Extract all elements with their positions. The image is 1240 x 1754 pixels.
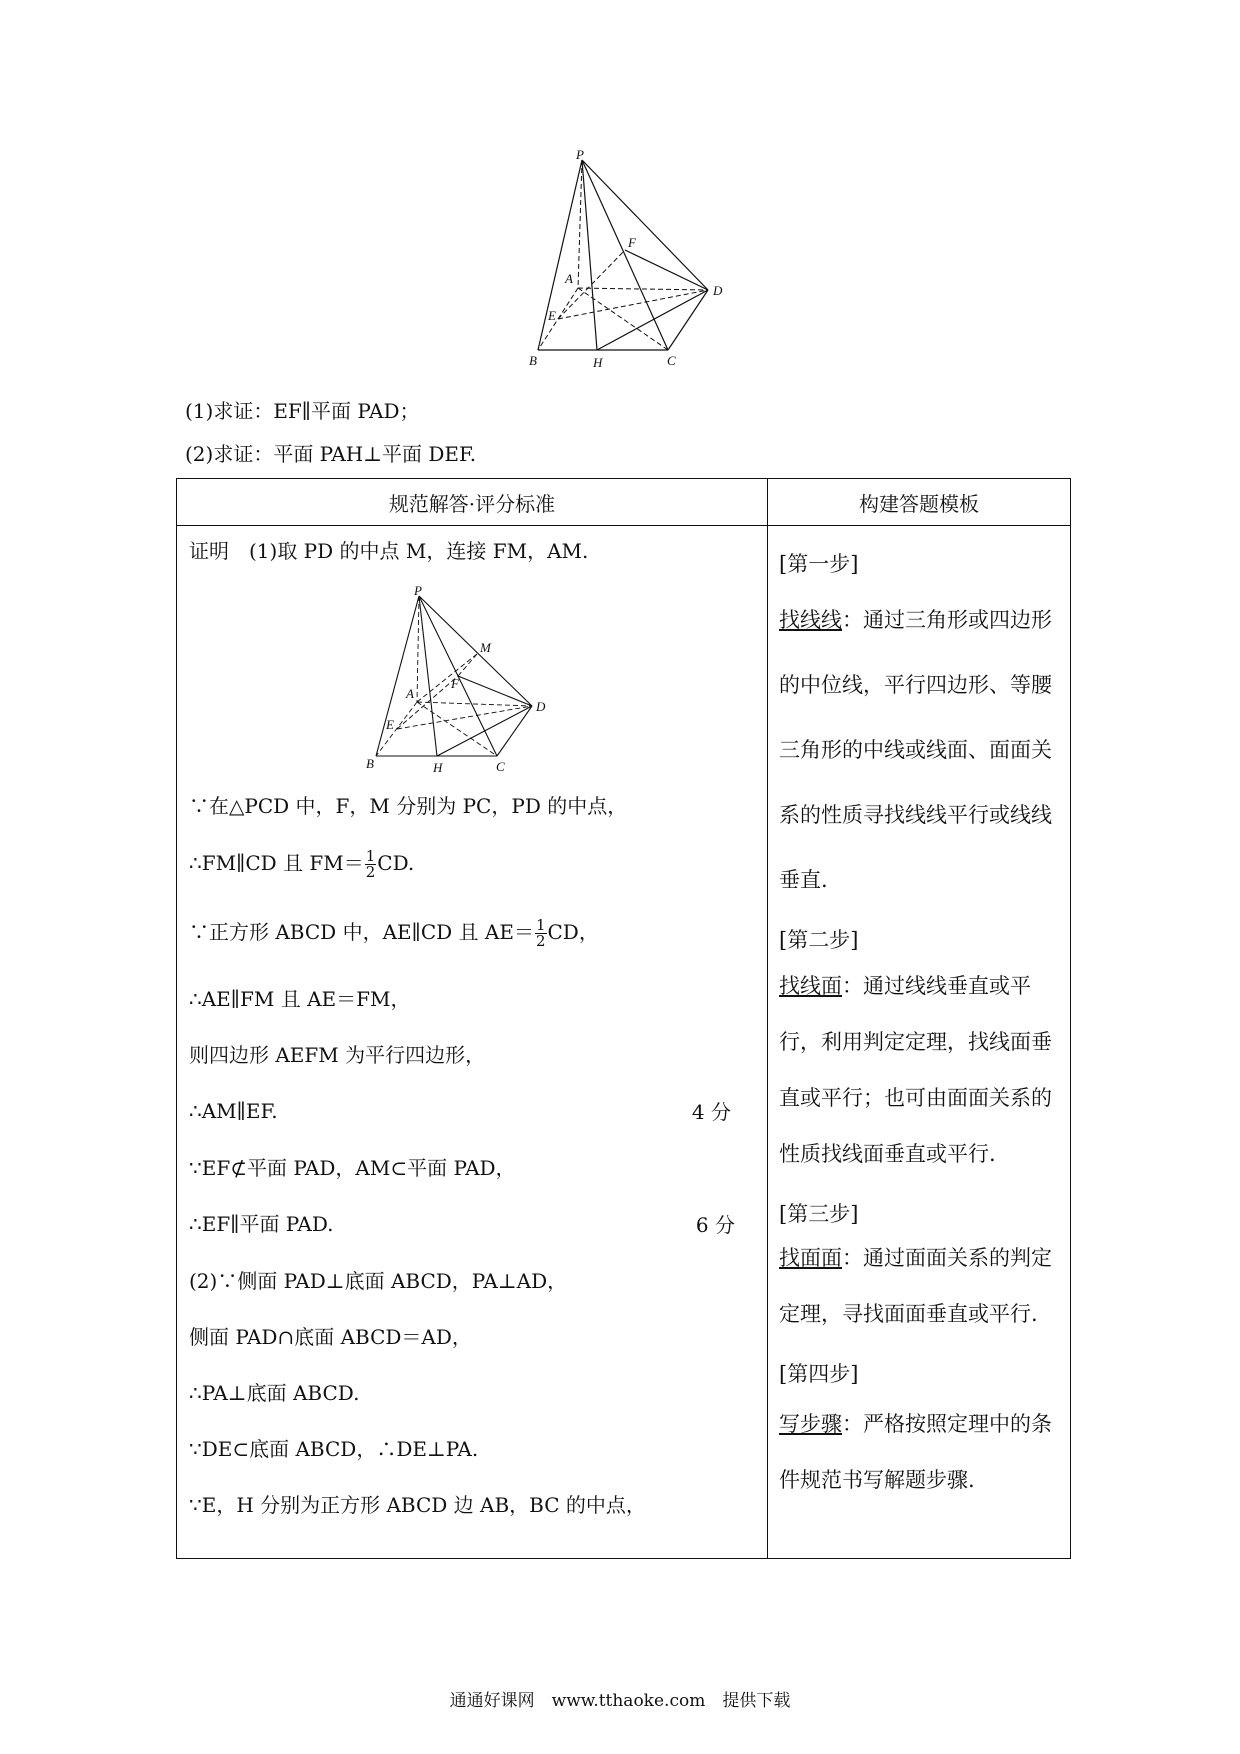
proof-line-14: ∵E，H 分别为正方形 ABCD 边 AB，BC 的中点， [189,1493,646,1517]
segment-FD [625,250,708,290]
proof-line-3b: CD. [377,851,415,875]
label-B: B [529,353,537,368]
step-1-keyword: 找线线 [779,608,842,632]
edge-PB [376,596,419,756]
proof-line-3a: ∴FM∥CD 且 FM＝ [189,851,364,875]
edge-AD [417,702,532,706]
proof-line-7: ∴AM∥EF. [189,1099,278,1123]
fraction-numerator: 1 [365,847,376,865]
proof-line-4 [189,917,747,949]
step-2-text [779,958,1062,1182]
fraction-denominator: 2 [365,863,376,881]
edge-PD [582,160,708,290]
pyramid-figure-top [520,150,740,380]
fraction-half-2 [535,918,547,949]
segment-HD [597,290,708,350]
segment-ED [397,706,532,729]
step-1-body: ：通过三角形或四边形的中位线，平行四边形、等腰三角形的中线或线面、面面关系的性质寻找线线平行或线线垂直. [779,608,1052,892]
label-P: P [576,150,584,162]
segment-HD [437,706,532,756]
edge-PA [578,160,582,288]
proof-line-1: 证明 (1)取 PD 的中点 M，连接 FM，AM. [189,539,589,563]
solution-table [176,478,1071,1559]
header-right: 构建答题模板 [768,479,1071,526]
proof-line-13: ∵DE⊂底面 ABCD，∴DE⊥PA. [189,1437,479,1461]
segment-FD [458,676,532,706]
score-4: 4 分 [691,1100,731,1124]
fraction-denominator: 2 [535,932,546,950]
header-left: 规范解答·评分标准 [177,479,768,526]
edge-CD [668,290,708,350]
step-2-label: [第二步] [779,928,859,952]
step-2-body: ：通过线线垂直或平行，利用判定定理，找线面垂直或平行；也可由面面关系的性质找线面垂直或平行. [779,974,1052,1166]
step-3-text [779,1230,1062,1342]
segment-ED [558,290,708,319]
proof-line-2: ∵在△PCD 中，F，M 分别为 PC，PD 的中点， [189,794,628,818]
step-3-keyword: 找面面 [779,1246,842,1270]
label-A: A [565,271,573,286]
edge-PH [419,596,437,756]
proof-line-12: ∴PA⊥底面 ABCD. [189,1381,360,1405]
proof-line-4b: CD， [547,920,599,944]
edge-CD [497,706,532,756]
proof-line-8: ∵EF⊄平面 PAD，AM⊂平面 PAD， [189,1156,516,1180]
score-6: 6 分 [695,1213,735,1237]
step-4-keyword: 写步骤 [779,1412,842,1436]
label-C: C [496,759,505,774]
proof-line-4a: ∵正方形 ABCD 中，AE∥CD 且 AE＝ [189,920,534,944]
proof-line-10: (2)∵侧面 PAD⊥底面 ABCD，PA⊥AD， [189,1269,568,1293]
pyramid-figure-inner [362,584,562,774]
label-D: D [536,699,546,714]
edge-AD [578,288,708,290]
label-M: M [480,640,491,655]
step-2-keyword: 找线面 [779,974,842,998]
label-B: B [366,756,374,771]
label-H: H [433,760,443,774]
proof-line-9: ∴EF∥平面 PAD. [189,1212,334,1236]
label-F: F [628,235,636,250]
edge-PA [417,596,419,702]
label-F: F [451,676,459,691]
proof-line-3 [189,848,747,880]
label-E: E [386,717,394,732]
proof-line-6: 则四边形 AEFM 为平行四边形， [189,1043,486,1067]
step-4-body: ：严格按照定理中的条件规范书写解题步骤. [779,1412,1052,1492]
step-4-text [779,1396,1062,1508]
proof-line-5: ∴AE∥FM 且 AE＝FM， [189,987,411,1011]
step-4-label: [第四步] [779,1362,859,1386]
label-D: D [713,283,723,298]
label-E: E [548,308,556,323]
fraction-half [365,849,377,880]
step-1-text [779,588,1062,913]
label-A: A [406,686,414,701]
step-1-label: [第一步] [779,552,859,576]
label-C: C [667,353,676,368]
edge-PD [419,596,532,706]
solution-cell [177,526,768,1559]
proof-line-11: 侧面 PAD∩底面 ABCD＝AD， [189,1325,472,1349]
label-P: P [414,584,422,598]
segment-FM [458,654,477,676]
question-2: (2)求证：平面 PAH⊥平面 DEF. [185,442,477,466]
edge-PB [538,160,582,350]
template-cell [768,526,1071,1559]
step-3-label: [第三步] [779,1202,859,1226]
segment-AC [417,702,497,756]
fraction-numerator: 1 [535,916,546,934]
question-1: (1)求证：EF∥平面 PAD； [185,399,420,423]
segment-EF [397,676,458,729]
edge-AB [376,702,417,756]
step-3-body: ：通过面面关系的判定定理，寻找面面垂直或平行. [779,1246,1052,1326]
page-footer: 通通好课网 www.tthaoke.com 提供下载 [449,1691,791,1711]
label-H: H [593,355,603,370]
